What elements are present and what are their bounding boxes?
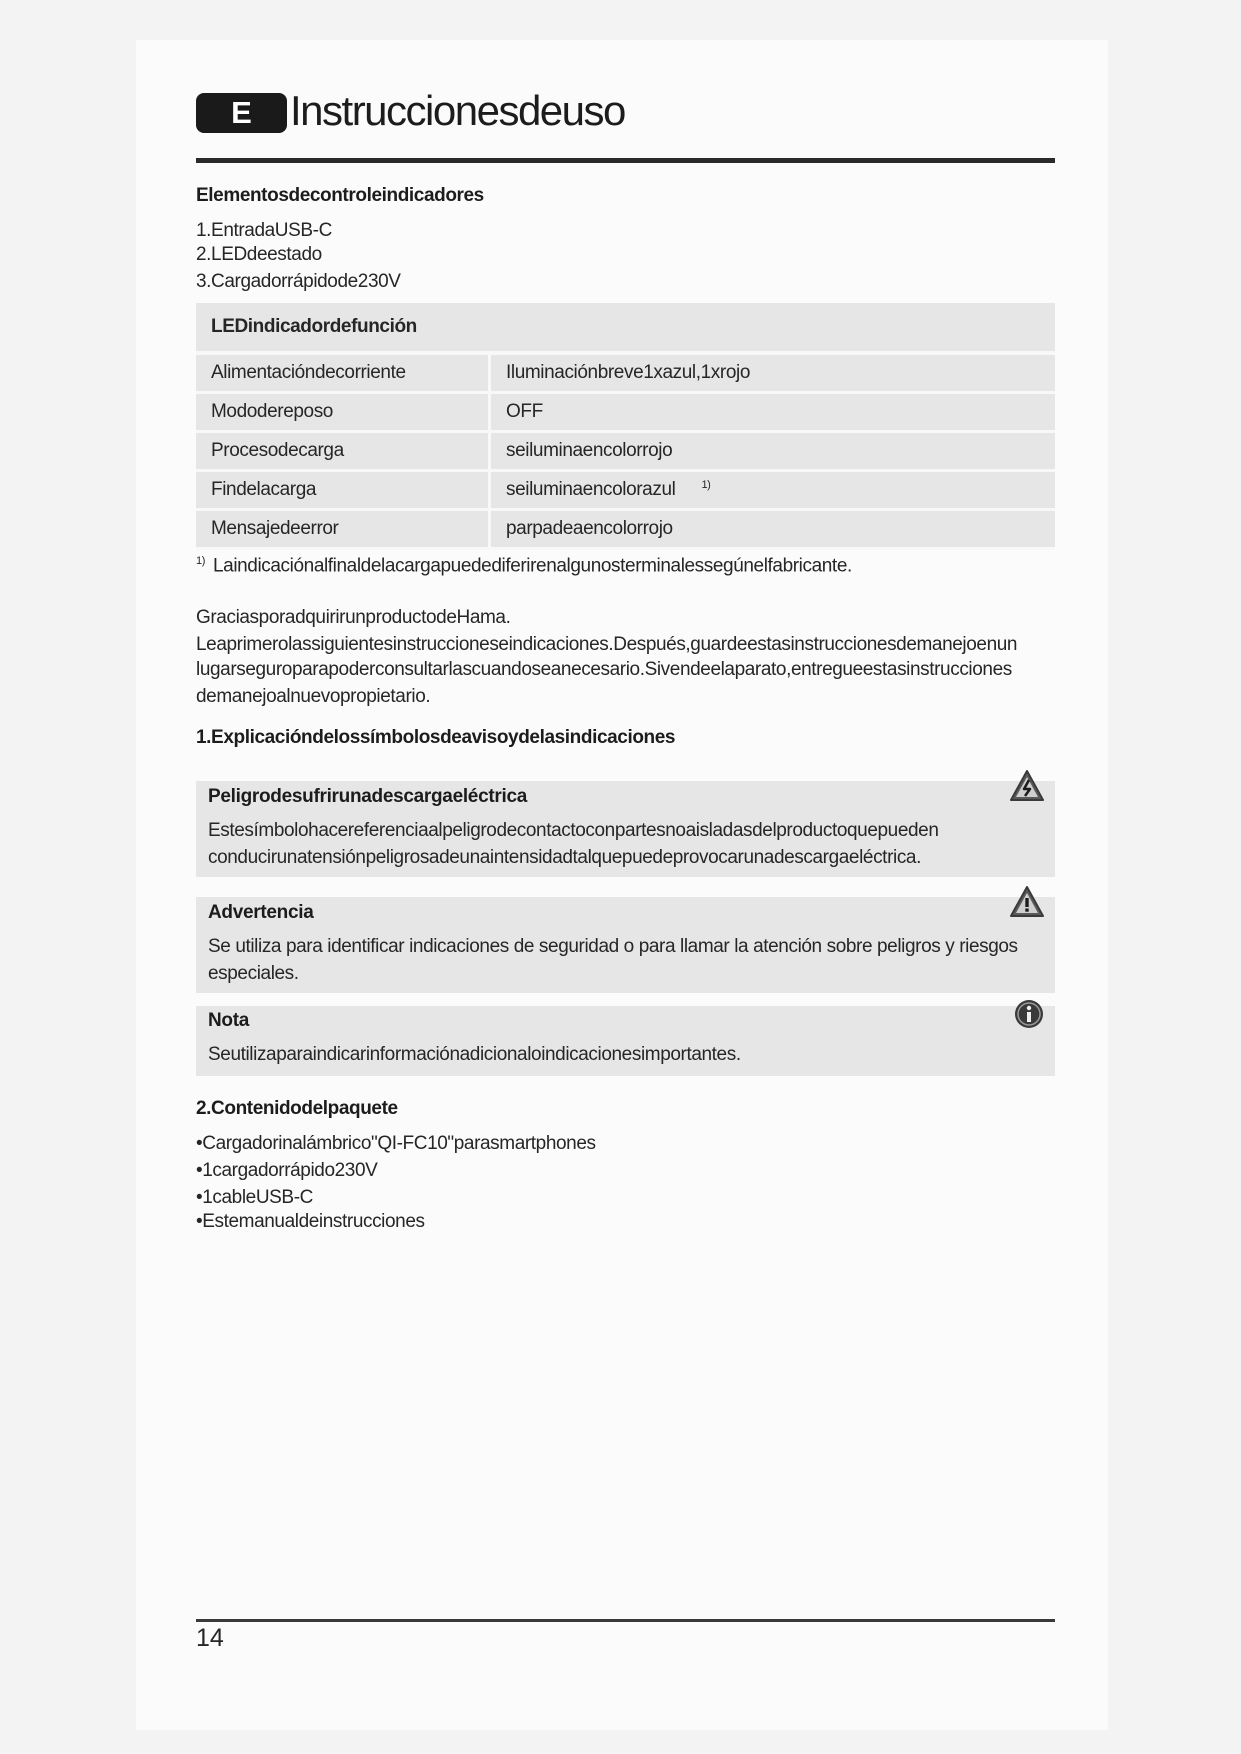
danger-text-line: Estesímbolohacereferenciaalpeligrodecontactoconpartesnoaisladasdelproductoquepueden [208,820,939,841]
footnote-text: Laindicaciónalfinaldelacargapuedediferirenalgunosterminalessegúnelfabricante. [212,555,852,577]
led-indication-cell [491,472,1055,511]
controls-item: 1.EntradaUSB-C [196,220,332,241]
led-state-cell: Procesodecarga [196,433,491,472]
controls-item: 2.LEDdeestado [196,244,322,265]
warning-text-line: Se utiliza para identificar indicaciones de seguridad o para llamar la atención sobre peligros y riesgos [208,936,1018,957]
led-state-cell: Findelacarga [196,472,491,511]
footnote-mark: 1) [196,555,205,567]
table-row [196,511,1055,550]
led-table-header: LEDindicadordefunción [196,303,1055,355]
led-indication-cell: Iluminaciónbreve1xazul,1xrojo [491,355,1055,394]
package-item: •1cableUSB-C [196,1187,313,1208]
package-item: •Estemanualdeinstrucciones [196,1211,425,1232]
danger-text-line: conducirunatensiónpeligrosadeunaintensidadtalquepuedeprovocarunadescargaeléctrica. [208,847,921,868]
warning-notice [196,897,1055,993]
led-state-cell: Mododereposo [196,394,491,433]
note-title: Nota [208,1010,250,1031]
table-row [196,433,1055,472]
package-item: •1cargadorrápido230V [196,1160,378,1181]
led-function-table [196,303,1055,550]
footnote-reference: 1) [701,479,711,491]
section2-heading: 2.Contenidodelpaquete [196,1098,398,1119]
package-item: •Cargadorinalámbrico"QI-FC10"parasmartphones [196,1133,596,1154]
exclamation-warning-icon [1009,885,1045,919]
electric-shock-warning-icon [1009,769,1045,803]
led-indication-cell: seiluminaencolorrojo [491,433,1055,472]
intro-line: demanejoalnuevopropietario. [196,686,431,707]
controls-heading: Elementosdecontroleindicadores [196,185,484,206]
danger-notice [196,781,1055,877]
note-notice [196,1006,1055,1076]
page-number: 14 [196,1624,224,1652]
intro-line: Leaprimerolassiguientesinstruccioneseindicaciones.Después,guardeestasinstruccionesdemanejoenun [196,634,1018,655]
info-icon [1013,998,1045,1030]
danger-title: Peligrodesufrirunadescargaeléctrica [208,786,527,807]
led-state-cell: Mensajedeerror [196,511,491,550]
led-state-cell: Alimentacióndecorriente [196,355,491,394]
header-divider [196,158,1055,163]
intro-line: GraciasporadquirirunproductodeHama. [196,607,511,628]
section1-heading: 1.Explicacióndelossímbolosdeavisoydelasindicaciones [196,727,676,748]
page-title: Instruccionesdeuso [290,87,625,134]
manual-page [136,40,1108,1730]
table-footnote [196,555,852,577]
table-row [196,472,1055,511]
led-indication-cell: parpadeaencolorrojo [491,511,1055,550]
led-indication-text: seiluminaencolorazul [506,479,676,500]
table-row [196,355,1055,394]
warning-title: Advertencia [208,902,314,923]
led-indication-cell: OFF [491,394,1055,433]
table-row [196,394,1055,433]
controls-item: 3.Cargadorrápidode230V [196,271,401,292]
led-table-header-row [196,303,1055,355]
footer-divider [196,1619,1055,1622]
note-text-line: Seutilizaparaindicarinformaciónadicionaloindicacionesimportantes. [208,1044,741,1065]
intro-line: lugarseguroparapoderconsultarlascuandoseanecesario.Sivendeelaparato,entregueestasinstrucciones [196,659,1012,680]
warning-text-line: especiales. [208,963,299,984]
language-badge: E [196,93,287,133]
